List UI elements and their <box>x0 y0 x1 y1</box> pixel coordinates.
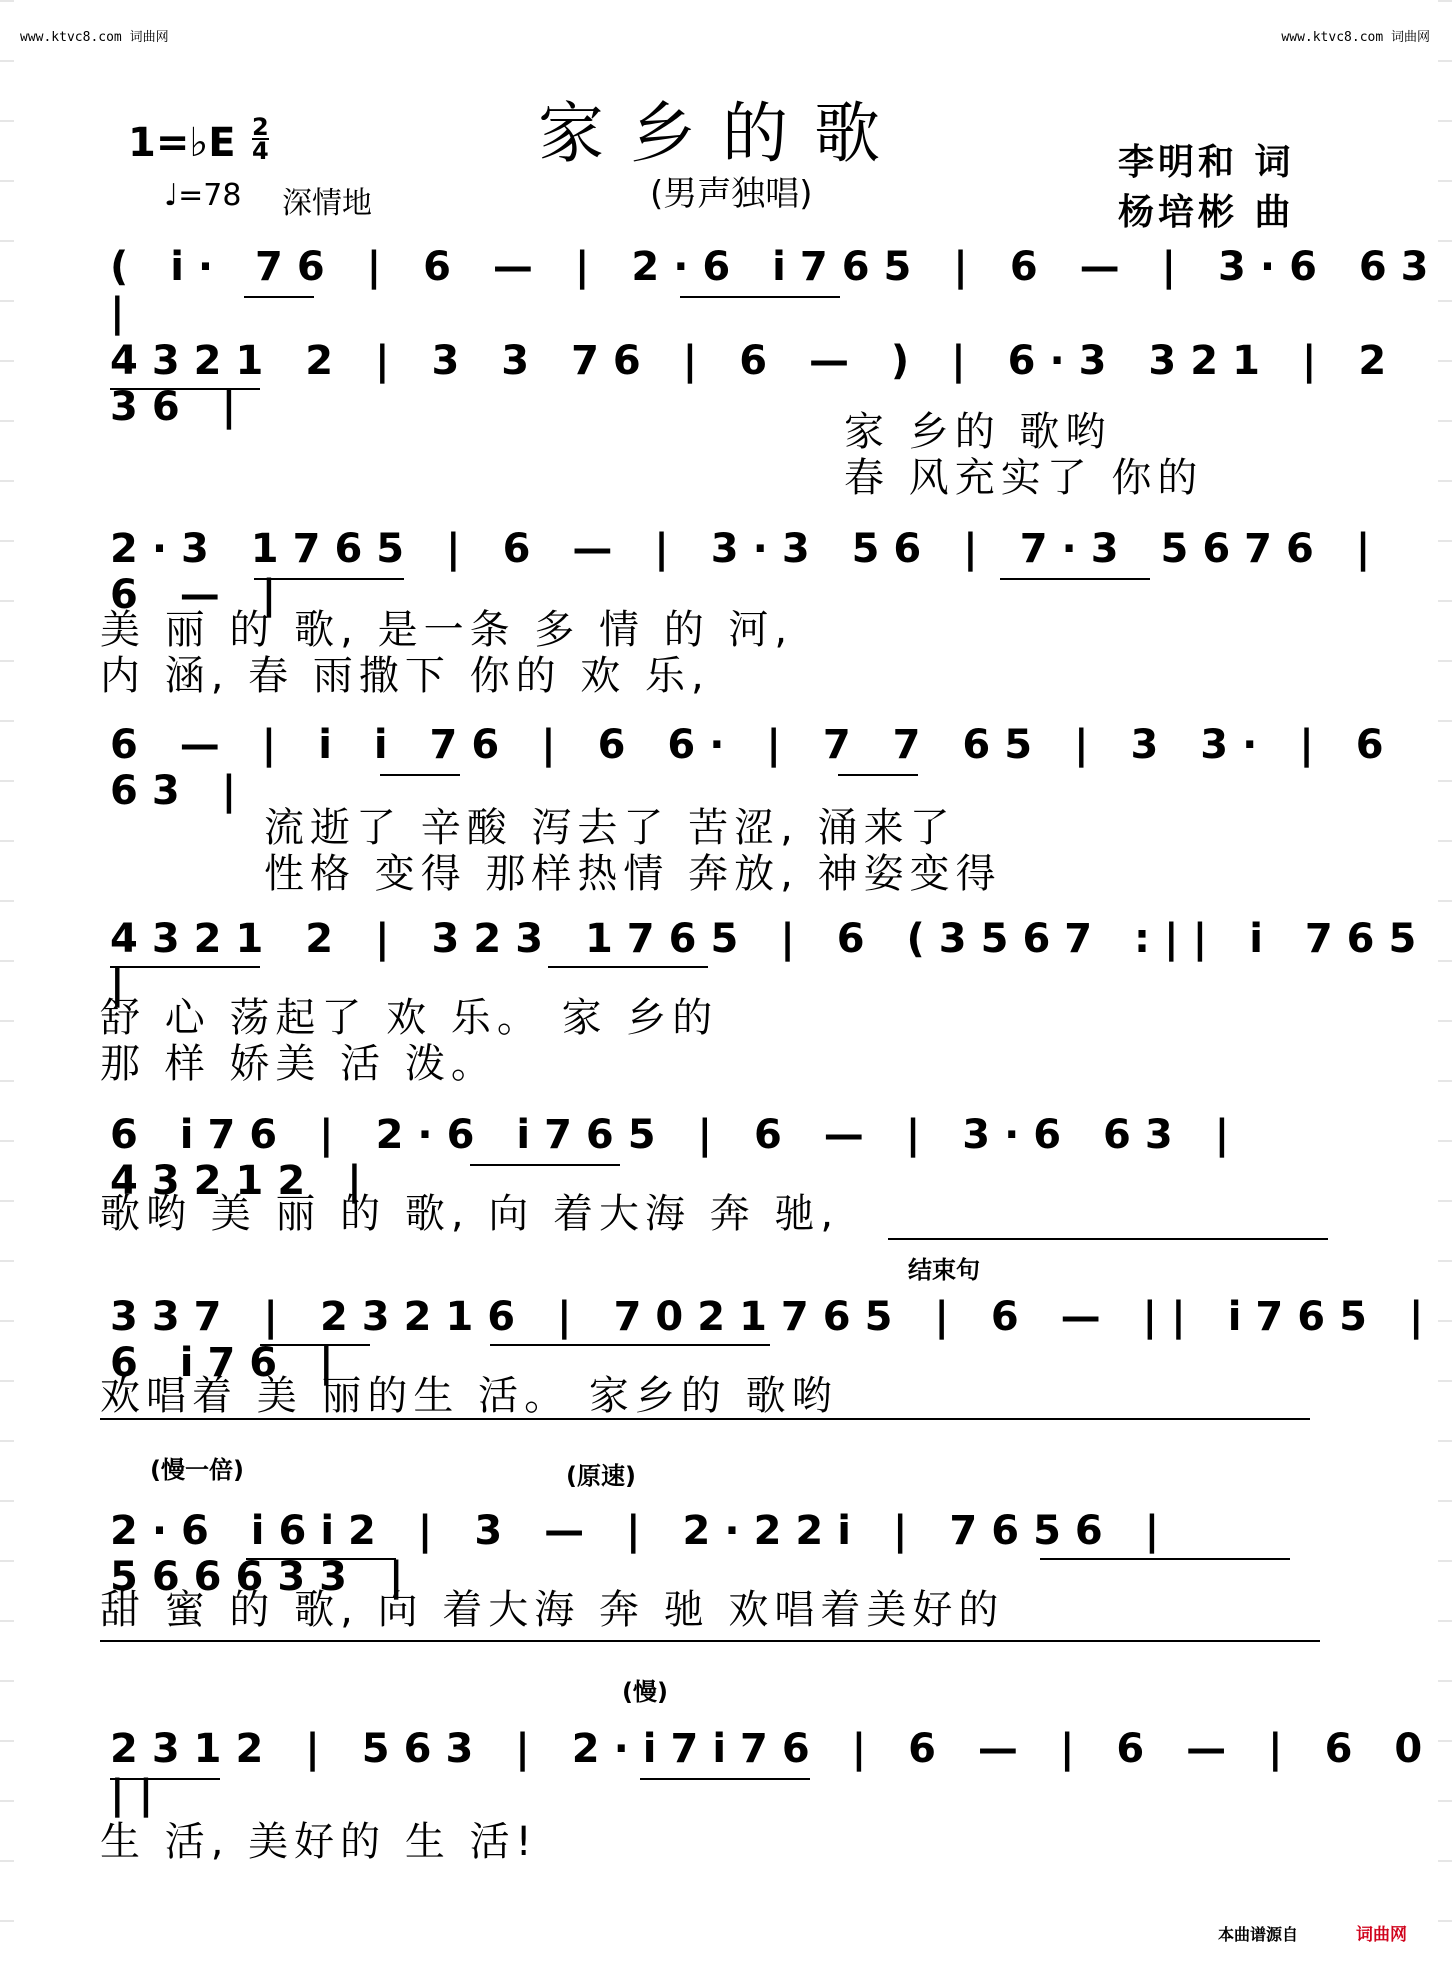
source-label: 本曲谱源自 <box>1218 1925 1299 1944</box>
notation-system-4: 6 — | i i 76 | 6 6· | 7 7 65 | 3 3· | 6 63 | <box>110 722 1398 814</box>
underline <box>838 774 918 776</box>
notation-system-3: 2·3 1765 | 6 — | 3·3 56 | 7·3 5676 | 6 — | <box>110 526 1385 618</box>
lyricist-credit: 李明和 词 <box>1118 142 1295 183</box>
underline <box>244 296 314 298</box>
underline <box>680 296 840 298</box>
underline <box>110 388 260 390</box>
lyrics-line-5a: 舒 心 荡起了 欢 乐。 家 乡的 <box>100 995 719 1041</box>
site-watermark-right: www.ktvc8.com 词曲网 <box>1281 30 1430 45</box>
notation-system-2: 4321 2 | 3 3 76 | 6 — ) | 6·3 321 | 2 36 | <box>110 338 1401 430</box>
footer-site-logo: 词曲网 <box>1356 1925 1407 1945</box>
underline <box>380 774 460 776</box>
notation-system-6: 6 i76 | 2·6 i765 | 6 — | 3·6 63 | 43212 | <box>110 1112 1244 1204</box>
ending-label: 结束句 <box>908 1256 980 1284</box>
original-speed-marker: (原速) <box>566 1462 636 1490</box>
notation-system-7: 337 | 23216 | 7021765 | 6 — || i765 | 6 i76 | <box>110 1294 1438 1386</box>
underline <box>246 1558 396 1560</box>
lyrics-line-7: 欢唱着 美 丽的生 活。 家乡的 歌哟 <box>100 1373 838 1419</box>
underline <box>548 966 708 968</box>
lyrics-line-2a: 家 乡的 歌哟 <box>844 409 1112 455</box>
page-title: 家乡的歌 <box>538 95 906 172</box>
section-divider <box>100 1418 1310 1420</box>
expression-mark: 深情地 <box>282 186 372 221</box>
lyrics-line-2b: 春 风充实了 你的 <box>844 455 1204 501</box>
underline <box>490 1344 770 1346</box>
underline <box>640 1778 810 1780</box>
notation-system-5: 4321 2 | 323 1765 | 6 (3567 :|| i 765 | <box>110 916 1431 1008</box>
lyrics-line-9: 生 活, 美好的 生 活! <box>100 1819 538 1865</box>
slower-marker: (慢一倍) <box>150 1456 244 1484</box>
lyrics-line-4a: 流逝了 辛酸 泻去了 苦涩, 涌来了 <box>264 805 956 851</box>
lyrics-line-3a: 美 丽 的 歌, 是一条 多 情 的 河, <box>100 607 794 653</box>
composer-credit: 杨培彬 曲 <box>1118 192 1295 233</box>
underline <box>1000 578 1150 580</box>
notation-system-1: ( i· 76 | 6 — | 2·6 i765 | 6 — | 3·6 63 | <box>110 244 1443 336</box>
left-margin-strip <box>0 0 14 1970</box>
ending-bracket-line <box>888 1238 1328 1240</box>
slow-marker: (慢) <box>622 1678 668 1706</box>
time-signature: 2 4 <box>252 113 269 165</box>
tempo-mark: ♩=78 <box>164 178 242 213</box>
underline <box>254 578 404 580</box>
underline <box>110 966 260 968</box>
lyrics-line-3b: 内 涵, 春 雨撒下 你的 欢 乐, <box>100 653 710 699</box>
notation-system-8: 2·6 i6i2 | 3 — | 2·22i | 7656 | 566633 | <box>110 1508 1174 1600</box>
lyrics-line-5b: 那 样 娇美 活 泼。 <box>100 1041 497 1087</box>
lyrics-line-8: 甜 蜜 的 歌, 向 着大海 奔 驰 欢唱着美好的 <box>100 1587 1005 1633</box>
lyrics-line-4b: 性格 变得 那样热情 奔放, 神姿变得 <box>264 851 1002 897</box>
underline <box>1040 1558 1290 1560</box>
subtitle: (男声独唱) <box>650 174 813 214</box>
underline <box>260 1344 370 1346</box>
underline <box>110 1778 220 1780</box>
notation-system-9: 2312 | 563 | 2·i7i76 | 6 — | 6 — | 6 0 || <box>110 1726 1437 1818</box>
lyrics-line-6: 歌哟 美 丽 的 歌, 向 着大海 奔 驰, <box>100 1191 840 1237</box>
key-signature: 1=♭E <box>128 120 236 166</box>
site-watermark-left: www.ktvc8.com 词曲网 <box>20 30 169 45</box>
underline <box>470 1164 620 1166</box>
section-divider <box>100 1640 1320 1642</box>
